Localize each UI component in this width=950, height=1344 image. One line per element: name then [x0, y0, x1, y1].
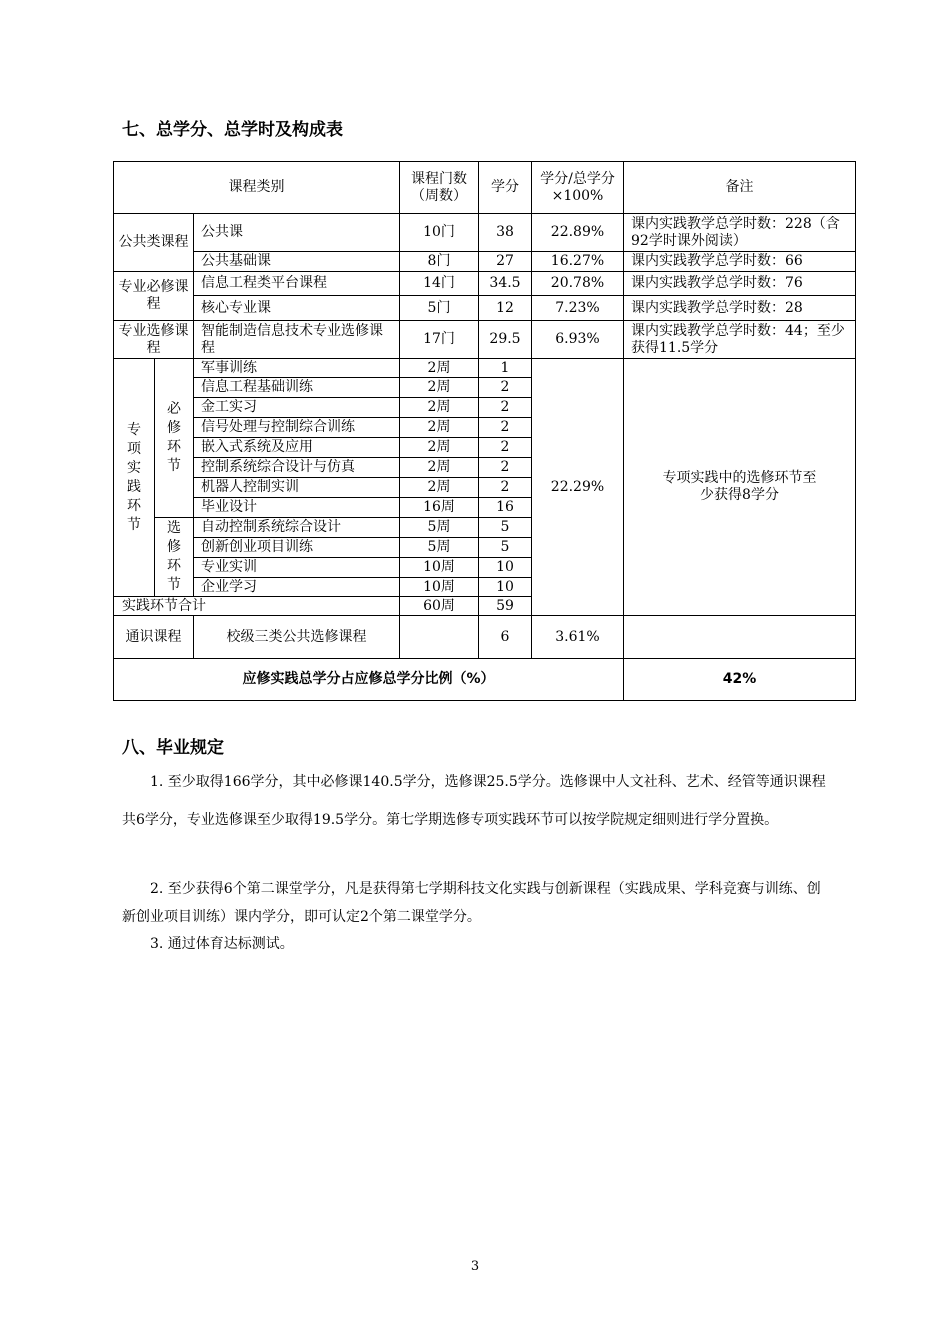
practice-total-label: 实践环节合计 — [114, 597, 400, 616]
practice-item-name: 企业学习 — [194, 578, 400, 597]
practice-group-label: 专项实践环节 — [114, 359, 155, 597]
table-row — [114, 321, 856, 359]
public-course-name: 公共课 — [194, 214, 400, 252]
general-credit: 6 — [479, 616, 532, 659]
practice-item-name: 专业实训 — [194, 558, 400, 578]
platform-name: 信息工程类平台课程 — [194, 272, 400, 296]
practice-item-name: 毕业设计 — [194, 498, 400, 518]
elective-group-label: 专业选修课程 — [114, 321, 194, 359]
summary-row — [114, 659, 856, 701]
practice-item-credit: 5 — [479, 518, 532, 538]
table-row — [114, 359, 856, 378]
core-name: 核心专业课 — [194, 296, 400, 321]
section-eight-title: 八、毕业规定 — [122, 738, 224, 758]
practice-item-weeks: 2周 — [400, 378, 479, 398]
public-basic-note: 课内实践教学总学时数：66 — [624, 252, 856, 272]
practice-item-weeks: 2周 — [400, 418, 479, 438]
table-row — [114, 616, 856, 659]
general-name: 校级三类公共选修课程 — [194, 616, 400, 659]
practice-item-weeks: 16周 — [400, 498, 479, 518]
general-count — [400, 616, 479, 659]
practice-item-weeks: 2周 — [400, 359, 479, 378]
public-basic-name: 公共基础课 — [194, 252, 400, 272]
core-credit: 12 — [479, 296, 532, 321]
header-credit: 学分 — [479, 162, 532, 214]
table-row — [114, 272, 856, 296]
practice-item-weeks: 2周 — [400, 398, 479, 418]
table-row — [114, 252, 856, 272]
header-category: 课程类别 — [114, 162, 400, 214]
elective-ratio: 6.93% — [532, 321, 624, 359]
platform-ratio: 20.78% — [532, 272, 624, 296]
practice-total-weeks: 60周 — [400, 597, 479, 616]
practice-total-credit: 59 — [479, 597, 532, 616]
header-count: 课程门数（周数） — [400, 162, 479, 214]
practice-item-weeks: 2周 — [400, 438, 479, 458]
table-row — [114, 214, 856, 252]
core-note: 课内实践教学总学时数：28 — [624, 296, 856, 321]
elective-name: 智能制造信息技术专业选修课程 — [194, 321, 400, 359]
general-label: 通识课程 — [114, 616, 194, 659]
public-course-ratio: 22.89% — [532, 214, 624, 252]
rule-paragraph-1: 1. 至少取得166学分，其中必修课140.5学分，选修课25.5学分。选修课中人文社科、艺术、经管等通识课程共6学分，专业选修课至少取得19.5学分。第七学期选修专项实践环节可以按学院规定细则进行学分置换。 — [122, 774, 826, 828]
practice-item-credit: 10 — [479, 578, 532, 597]
platform-credit: 34.5 — [479, 272, 532, 296]
practice-item-name: 嵌入式系统及应用 — [194, 438, 400, 458]
page-number: 3 — [470, 1259, 480, 1274]
practice-item-credit: 16 — [479, 498, 532, 518]
practice-item-weeks: 10周 — [400, 558, 479, 578]
practice-item-credit: 2 — [479, 398, 532, 418]
practice-item-name: 金工实习 — [194, 398, 400, 418]
header-note: 备注 — [624, 162, 856, 214]
public-course-credit: 38 — [479, 214, 532, 252]
practice-item-weeks: 2周 — [400, 478, 479, 498]
summary-value: 42% — [624, 659, 856, 701]
public-basic-credit: 27 — [479, 252, 532, 272]
public-basic-ratio: 16.27% — [532, 252, 624, 272]
table-row — [114, 296, 856, 321]
practice-item-credit: 2 — [479, 378, 532, 398]
general-ratio: 3.61% — [532, 616, 624, 659]
header-ratio: 学分/总学分×100% — [532, 162, 624, 214]
platform-count: 14门 — [400, 272, 479, 296]
practice-elective-label: 选修环节 — [155, 518, 194, 597]
section-seven-title: 七、总学分、总学时及构成表 — [122, 120, 343, 140]
public-basic-count: 8门 — [400, 252, 479, 272]
practice-item-credit: 2 — [479, 438, 532, 458]
table-header-row — [114, 162, 856, 214]
core-count: 5门 — [400, 296, 479, 321]
summary-label: 应修实践总学分占应修总学分比例（%） — [114, 659, 624, 701]
practice-required-label: 必修环节 — [155, 359, 194, 518]
practice-item-name: 创新创业项目训练 — [194, 538, 400, 558]
practice-item-name: 信号处理与控制综合训练 — [194, 418, 400, 438]
practice-item-credit: 2 — [479, 458, 532, 478]
credit-composition-table — [113, 161, 856, 701]
practice-ratio: 22.29% — [532, 359, 624, 616]
practice-item-weeks: 10周 — [400, 578, 479, 597]
practice-item-name: 机器人控制实训 — [194, 478, 400, 498]
practice-item-credit: 2 — [479, 418, 532, 438]
practice-item-credit: 1 — [479, 359, 532, 378]
practice-item-credit: 5 — [479, 538, 532, 558]
required-group-label: 专业必修课程 — [114, 272, 194, 321]
practice-item-weeks: 2周 — [400, 458, 479, 478]
practice-item-weeks: 5周 — [400, 538, 479, 558]
elective-credit: 29.5 — [479, 321, 532, 359]
public-course-count: 10门 — [400, 214, 479, 252]
public-course-note: 课内实践教学总学时数：228（含92学时课外阅读） — [624, 214, 856, 252]
practice-note: 专项实践中的选修环节至少获得8学分 — [624, 359, 856, 616]
practice-item-name: 信息工程基础训练 — [194, 378, 400, 398]
practice-item-credit: 10 — [479, 558, 532, 578]
rule-paragraph-2: 2. 至少获得6个第二课堂学分，凡是获得第七学期科技文化实践与创新课程（实践成果、学科竞赛与训练、创新创业项目训练）课内学分，即可认定2个第二课堂学分。 — [122, 881, 821, 925]
practice-item-credit: 2 — [479, 478, 532, 498]
rule-paragraph-3: 3. 通过体育达标测试。 — [150, 936, 294, 952]
practice-item-name: 自动控制系统综合设计 — [194, 518, 400, 538]
practice-item-weeks: 5周 — [400, 518, 479, 538]
practice-item-name: 控制系统综合设计与仿真 — [194, 458, 400, 478]
elective-count: 17门 — [400, 321, 479, 359]
elective-note: 课内实践教学总学时数：44；至少获得11.5学分 — [624, 321, 856, 359]
core-ratio: 7.23% — [532, 296, 624, 321]
public-group-label: 公共类课程 — [114, 214, 194, 272]
platform-note: 课内实践教学总学时数：76 — [624, 272, 856, 296]
general-note — [624, 616, 856, 659]
practice-item-name: 军事训练 — [194, 359, 400, 378]
